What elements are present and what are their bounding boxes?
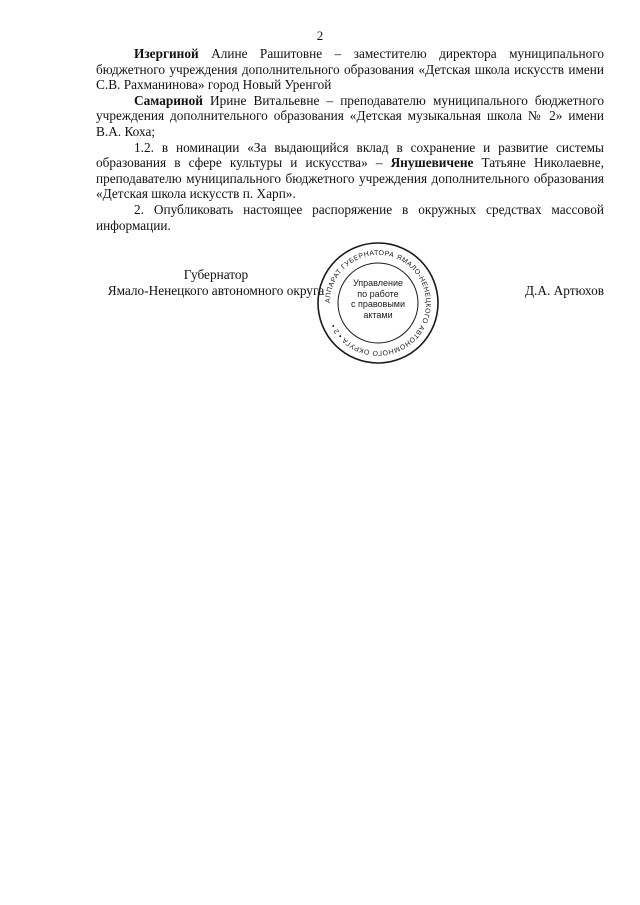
seal-line: по работе: [357, 288, 399, 299]
name-bold: Самариной: [134, 92, 203, 108]
name-bold: Янушевичене: [390, 155, 474, 171]
paragraph-samarina: [96, 93, 604, 140]
paragraph-nomination-1-2: [96, 140, 604, 202]
signatory-title-line2: Ямало-Ненецкого автономного округа: [107, 282, 325, 298]
signatory-name: Д.А. Артюхов: [524, 283, 604, 298]
seal-ring-text: АППАРАТ ГУБЕРНАТОРА ЯМАЛО-НЕНЕЦКОГО АВТОНОМНОГО ОКРУГА • 2 •: [324, 249, 432, 357]
paragraph-text: 2. Опубликовать настоящее распоряжение в окружных средствах массовой информации.: [96, 201, 604, 233]
seal-line: с правовыми: [350, 299, 406, 309]
document-body: [96, 46, 604, 233]
page-number: 2: [316, 28, 324, 43]
paragraph-text: Татьяне Николаевне, преподавателю муниципального бюджетного учреждения дополнительного образования «Детская школа искусств п. Харп».: [96, 155, 604, 202]
paragraph-publish: [96, 202, 604, 233]
paragraph-izergina: [96, 46, 604, 93]
seal-line: актами: [363, 309, 393, 320]
seal-line: Управление: [352, 278, 404, 288]
paragraph-text: Ирине Витальевне – преподавателю муниципального бюджетного учреждения дополнительного образования «Детская музыкальная школа № 2» имени В.А. Коха;: [96, 92, 604, 139]
signatory-title: [96, 267, 336, 298]
paragraph-text: Алине Рашитовне – заместителю директора муниципального бюджетного учреждения дополнительного образования «Детская школа искусств имени С.В. Рахманинова» город Новый Уренгой: [96, 46, 604, 93]
seal-center-text: [348, 278, 408, 320]
signatory-title-line1: Губернатор: [183, 267, 249, 282]
name-bold: Изергиной: [134, 46, 199, 61]
paragraph-text: 1.2. в номинации «За выдающийся вклад в сохранение и развитие системы образования в сфере культуры и искусства» –: [96, 139, 604, 171]
